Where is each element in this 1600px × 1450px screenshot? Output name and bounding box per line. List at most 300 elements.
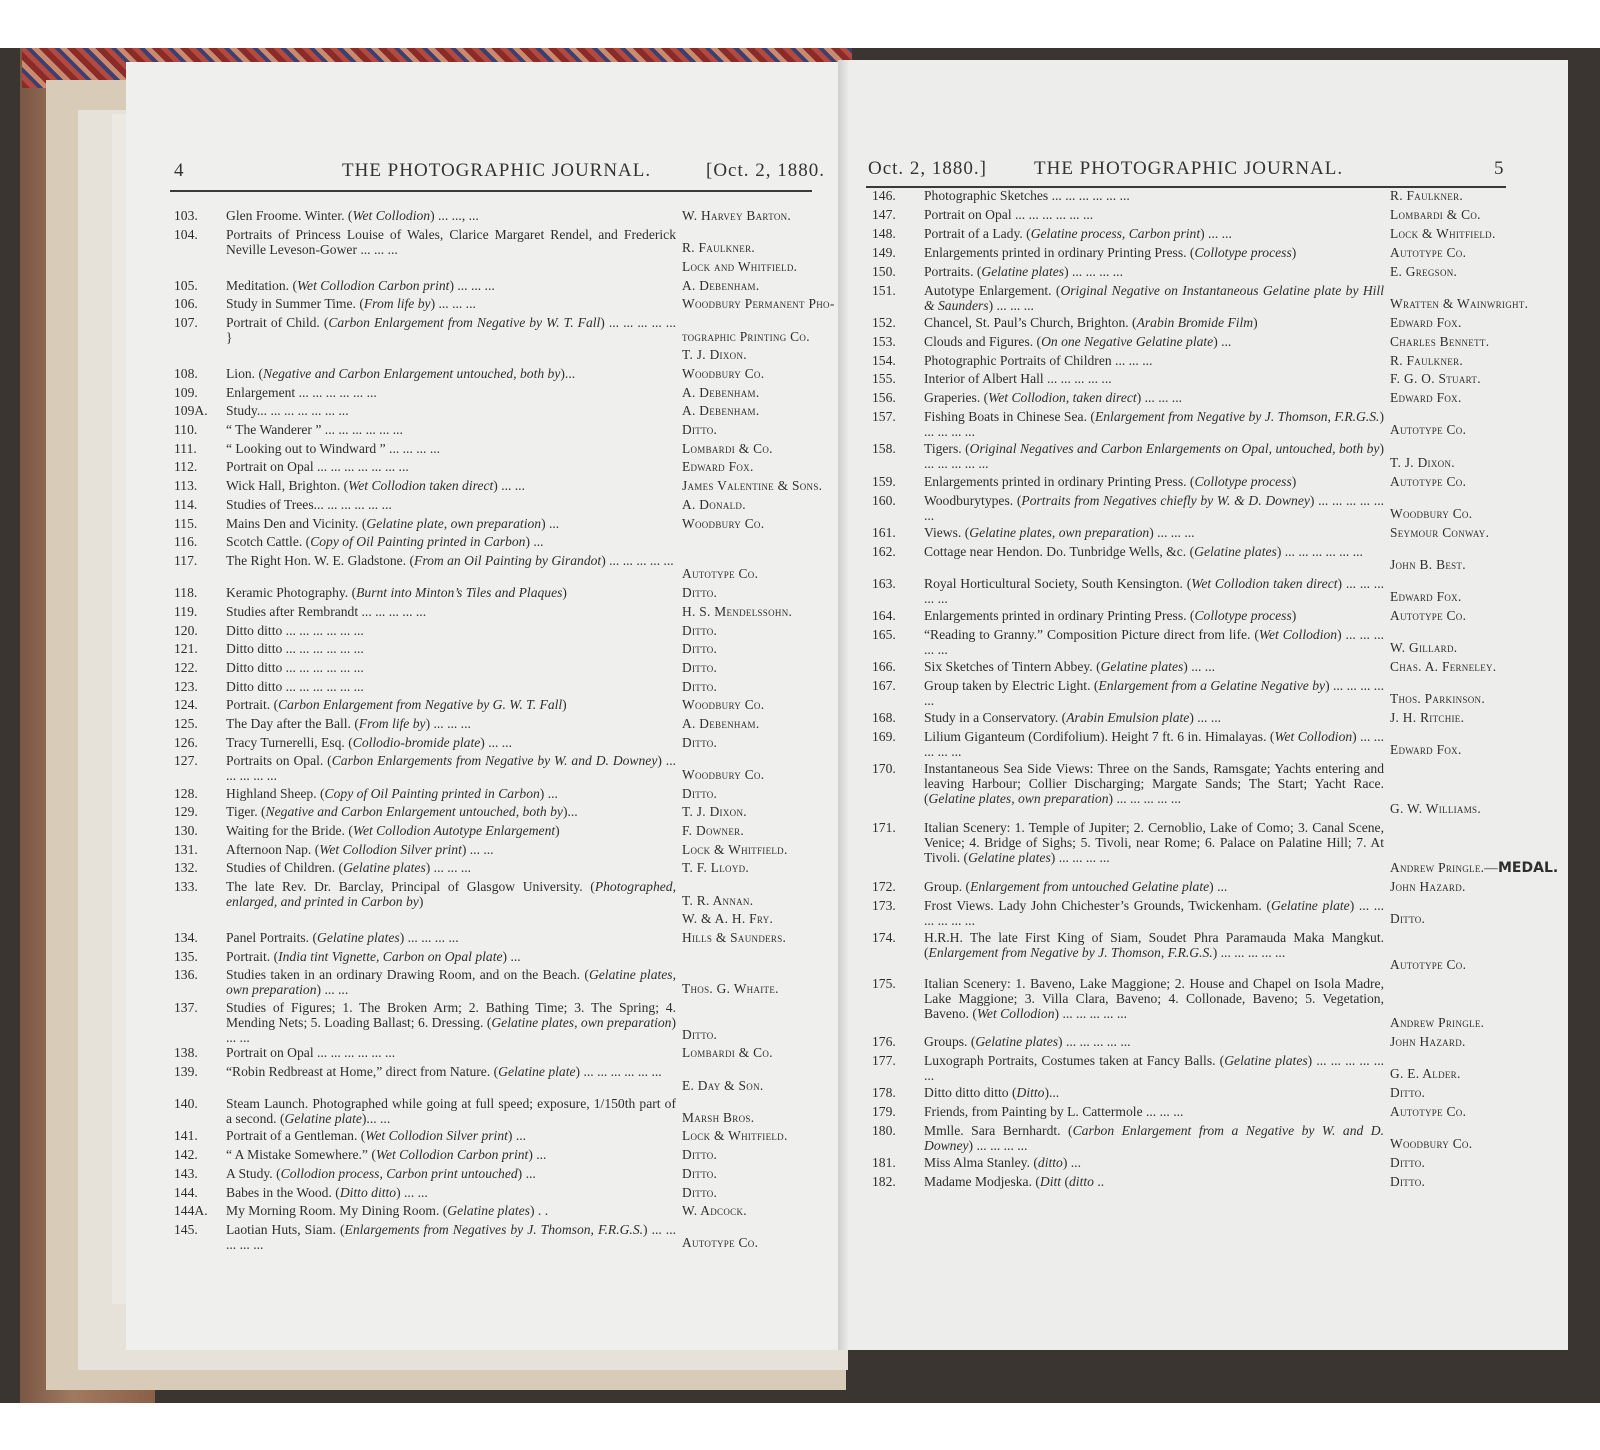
entry-description: “Robin Redbreast at Home,” direct from Nature. (Gelatine plate) ... ... ... ... ... ... <box>226 1064 662 1079</box>
entry-exhibitor: John B. Best. <box>1390 556 1466 572</box>
catalogue-entry <box>174 716 824 730</box>
entry-description: Groups. (Gelatine plates) ... ... ... ... ... <box>924 1034 1131 1050</box>
catalogue-entry <box>174 679 824 693</box>
entry-number: 154. <box>872 352 896 368</box>
entry-exhibitor: Woodbury Co. <box>682 697 765 713</box>
catalogue-entry <box>174 930 824 944</box>
entry-description: Frost Views. Lady John Chichester’s Grounds, Twickenham. (Gelatine plate) ... ... ... ... ... ... <box>924 897 1384 928</box>
catalogue-entry <box>174 804 824 818</box>
issue-date: [Oct. 2, 1880. <box>706 160 826 181</box>
catalogue-entry <box>872 264 1562 277</box>
catalogue-entry <box>872 930 1562 970</box>
entry-number: 181. <box>872 1155 896 1171</box>
entry-description: Panel Portraits. (Gelatine plates) ... ... ... ... <box>226 930 459 945</box>
catalogue-entry <box>174 1185 824 1199</box>
entry-description: Studies of Figures; 1. The Broken Arm; 2. Bathing Time; 3. The Spring; 4. Mending Nets; 5. Loading Ballast; 6. Dressing. (Gelatine plates, own preparation) ... ... <box>226 999 676 1045</box>
entry-exhibitor: Ditto. <box>682 585 718 601</box>
catalogue-entry <box>872 1085 1562 1101</box>
catalogue-entry <box>174 226 824 257</box>
entry-number: 132. <box>174 860 198 876</box>
entry-number: 167. <box>872 678 896 693</box>
entry-number: 172. <box>872 878 896 894</box>
entry-exhibitor: T. J. Dixon. <box>1390 454 1455 470</box>
entry-number: 141. <box>174 1128 198 1144</box>
entry-description: Meditation. (Wet Collodion Carbon print) ... ... ... <box>226 277 495 293</box>
entry-number: 179. <box>872 1104 896 1120</box>
catalogue-entry <box>174 1221 824 1252</box>
entry-number: 126. <box>174 734 198 750</box>
entry-exhibitor: Autotype Co. <box>1390 1104 1467 1120</box>
catalogue-entry <box>872 207 1562 220</box>
entry-exhibitor: Edward Fox. <box>1390 742 1462 758</box>
entry-description: Portrait of a Gentleman. (Wet Collodion Silver print) ... <box>226 1128 527 1144</box>
entry-number: 176. <box>872 1034 896 1050</box>
entry-number: 149. <box>872 244 896 260</box>
entry-exhibitor: E. Day & Son. <box>682 1077 764 1093</box>
catalogue-entry <box>872 575 1562 606</box>
entry-number: 128. <box>174 785 198 801</box>
catalogue-entry <box>174 641 824 655</box>
entry-number: 129. <box>174 804 198 820</box>
entry-number: 146. <box>872 188 896 203</box>
entry-description: Photographic Sketches ... ... ... ... ... ... <box>924 188 1130 203</box>
entry-number: 110. <box>174 422 198 437</box>
entry-exhibitor: F. Downer. <box>682 823 745 838</box>
entry-description: H.R.H. The late First King of Siam, Soudet Phra Paramauda Maka Mangkut. (Enlargement from Negative by J. Thomson, F.R.G.S.) ... ... ... ... ... <box>924 930 1384 960</box>
entry-exhibitor: A. Donald. <box>682 496 746 512</box>
entry-description: Chancel, St. Paul’s Church, Brighton. (Arabin Bromide Film) <box>924 314 1258 330</box>
catalogue-entry <box>872 1104 1562 1120</box>
entry-exhibitor: Ditto. <box>682 641 718 657</box>
entry-description: Portrait. (India tint Vignette, Carbon on Opal plate) ... <box>226 948 521 964</box>
entry-description: Autotype Enlargement. (Original Negative on Instantaneous Gelatine plate by Hill & Saunders) ... ... ... <box>924 282 1384 313</box>
entry-number: 133. <box>174 879 198 895</box>
catalogue-entry <box>174 786 824 800</box>
entry-exhibitor: R. Faulkner. <box>1390 352 1464 368</box>
entry-description: Ditto ditto ditto (Ditto)... <box>924 1085 1060 1101</box>
entry-exhibitor: A. Debenham. <box>682 403 760 419</box>
entry-exhibitor: Wratten & Wainwright. <box>1390 295 1529 311</box>
catalogue-entry <box>174 403 824 417</box>
entry-number: 173. <box>872 897 896 913</box>
entry-exhibitor: Lombardi & Co. <box>1390 206 1481 222</box>
entry-exhibitor: Hills & Saunders. <box>682 930 787 945</box>
entry-number: 125. <box>174 716 198 731</box>
entry-description: Ditto ditto ... ... ... ... ... ... <box>226 641 364 657</box>
entry-exhibitor: A. Debenham. <box>682 277 760 293</box>
catalogue-entry <box>174 697 824 711</box>
entry-number: 165. <box>872 626 896 642</box>
entry-number: 113. <box>174 478 198 494</box>
entry-number: 139. <box>174 1064 198 1079</box>
entry-description: Study in a Conservatory. (Arabin Emulsion plate) ... ... <box>924 710 1222 726</box>
entry-description: Portraits. (Gelatine plates) ... ... ... ... <box>924 263 1123 279</box>
entry-description: Views. (Gelatine plates, own preparation) ... ... ... <box>924 524 1195 540</box>
entry-exhibitor: G. W. Williams. <box>1390 801 1481 817</box>
entry-exhibitor: Woodbury Co. <box>1390 1136 1473 1152</box>
entry-description: Laotian Huts, Siam. (Enlargements from Negatives by J. Thomson, F.R.G.S.) ... ... ... ... ... <box>226 1221 676 1252</box>
entry-exhibitor: T. J. Dixon. <box>682 347 747 363</box>
entry-number: 144. <box>174 1184 198 1200</box>
catalogue-entry <box>872 710 1562 726</box>
entry-exhibitor: Ditto. <box>1390 911 1426 927</box>
entry-description: Glen Froome. Winter. (Wet Collodion) ... ..., ... <box>226 208 479 223</box>
catalogue-entry <box>174 860 824 874</box>
catalogue-entry <box>174 1096 824 1127</box>
entry-exhibitor: Ditto. <box>682 785 718 801</box>
catalogue-entry <box>872 1034 1562 1050</box>
entry-number: 121. <box>174 641 198 657</box>
catalogue-entry <box>174 516 824 530</box>
entry-number: 155. <box>872 371 896 387</box>
catalogue-entry <box>174 660 824 674</box>
entry-exhibitor: Autotype Co. <box>682 1235 759 1251</box>
entry-number: 153. <box>872 333 896 349</box>
entry-description: Study in Summer Time. (From life by) ... ... ... <box>226 296 476 312</box>
entry-exhibitor: Autotype Co. <box>1390 608 1467 623</box>
entry-exhibitor: W. Adcock. <box>682 1203 747 1219</box>
entry-description: Italian Scenery: 1. Temple of Jupiter; 2. Cernoblio, Lake of Como; 3. Canal Scene, Venice; 4. Bridge of Sighs; 5. Tivoli, near Rome; 6. Palace on Palatine Hill; 7. At Tivoli. (Gelatine plates) ... ... ... ... <box>924 820 1384 866</box>
catalogue-entry <box>174 497 824 511</box>
entry-description: Cottage near Hendon. Do. Tunbridge Wells, &c. (Gelatine plates) ... ... ... ... ... ... <box>924 543 1363 559</box>
entry-number: 145. <box>174 1221 198 1237</box>
entry-description: Enlargements printed in ordinary Printing Press. (Collotype process) <box>924 244 1297 260</box>
entry-description: Portrait of Child. (Carbon Enlargement from Negative by W. T. Fall) ... ... ... ... ... } <box>226 315 676 345</box>
entry-number: 109. <box>174 384 198 400</box>
entry-number: 136. <box>174 967 198 983</box>
entry-exhibitor: John Hazard. <box>1390 878 1466 894</box>
entry-number: 122. <box>174 659 198 675</box>
catalogue-entry <box>872 626 1562 657</box>
entry-exhibitor: Lombardi & Co. <box>682 440 773 456</box>
entry-exhibitor: Autotype Co. <box>1390 422 1467 438</box>
entry-number: 143. <box>174 1165 198 1181</box>
entry-description: Studies taken in an ordinary Drawing Room, and on the Beach. (Gelatine plates, own preparation) ... ... <box>226 967 676 998</box>
entry-number: 130. <box>174 823 198 838</box>
catalogue-entry <box>174 347 824 361</box>
entry-number: 131. <box>174 841 198 857</box>
entry-description: Studies after Rembrandt ... ... ... ... ... <box>226 603 427 619</box>
entry-exhibitor: R. Faulkner. <box>1390 188 1464 203</box>
entry-description: Ditto ditto ... ... ... ... ... ... <box>226 659 364 675</box>
page-number: 5 <box>1494 158 1505 179</box>
entry-number: 137. <box>174 999 198 1015</box>
entry-exhibitor: Woodbury Permanent Pho- <box>682 296 835 312</box>
entry-description: Tracy Turnerelli, Esq. (Collodio-bromide plate) ... ... <box>226 734 512 750</box>
entry-exhibitor: Ditto. <box>1390 1155 1426 1171</box>
entry-number: 134. <box>174 930 198 945</box>
entry-exhibitor: Autotype Co. <box>1390 244 1467 260</box>
entry-number: 135. <box>174 948 198 964</box>
entry-number: 170. <box>872 761 896 777</box>
entry-description: Friends, from Painting by L. Cattermole ... ... ... <box>924 1104 1184 1120</box>
right-page <box>848 60 1568 1350</box>
entry-exhibitor: T. J. Dixon. <box>682 804 747 820</box>
page-number: 4 <box>174 160 185 181</box>
entry-number: 171. <box>872 820 896 836</box>
entry-exhibitor: Andrew Pringle. <box>1390 1015 1485 1031</box>
entry-number: 159. <box>872 473 896 489</box>
entry-description: “ The Wanderer ” ... ... ... ... ... ... <box>226 422 403 437</box>
entry-exhibitor: Ditto. <box>1390 1174 1426 1190</box>
entry-exhibitor: Lock & Whitfield. <box>1390 225 1496 241</box>
entry-number: 118. <box>174 585 198 601</box>
entry-exhibitor: Ditto. <box>682 1147 718 1163</box>
entry-exhibitor: Ditto. <box>682 678 718 694</box>
entry-exhibitor: Edward Fox. <box>1390 589 1462 605</box>
entry-number: 120. <box>174 622 198 638</box>
entry-exhibitor: Lock & Whitfield. <box>682 1128 788 1144</box>
entry-description: Ditto ditto ... ... ... ... ... ... <box>226 678 364 694</box>
entry-exhibitor: Ditto. <box>682 734 718 750</box>
entry-number: 105. <box>174 277 198 293</box>
entry-description: Instantaneous Sea Side Views: Three on the Sands, Ramsgate; Yachts entering and leaving Harbour; Collier Discharging; Margate Sands; The Start; Yacht Race. (Gelatine plates, own preparation) ... ... ... ... ... <box>924 761 1384 807</box>
catalogue-entry <box>872 897 1562 928</box>
entry-number: 142. <box>174 1147 198 1163</box>
entry-number: 116. <box>174 534 198 550</box>
entry-number: 103. <box>174 208 198 223</box>
catalogue-entry <box>174 385 824 399</box>
entry-number: 144A. <box>174 1203 208 1219</box>
entry-description: “ Looking out to Windward ” ... ... ... ... <box>226 440 441 456</box>
catalogue-entry <box>174 553 824 580</box>
entry-exhibitor: Ditto. <box>682 1026 718 1042</box>
entry-description: Scotch Cattle. (Copy of Oil Painting printed in Carbon) ... <box>226 534 544 550</box>
entry-description: Babes in the Wood. (Ditto ditto) ... ... <box>226 1184 428 1200</box>
journal-title: THE PHOTOGRAPHIC JOURNAL. <box>1034 158 1344 179</box>
catalogue-entry <box>174 623 824 637</box>
entry-description: The Day after the Ball. (From life by) ... ... ... <box>226 716 471 731</box>
catalogue-entry <box>174 366 824 380</box>
entry-description: Portrait on Opal ... ... ... ... ... ... <box>924 206 1094 222</box>
catalogue-entry <box>174 278 824 292</box>
catalogue-entry <box>174 1064 824 1091</box>
entry-number: 138. <box>174 1045 198 1061</box>
entry-exhibitor: Ditto. <box>682 1165 718 1181</box>
entry-exhibitor: Edward Fox. <box>1390 314 1462 330</box>
entry-description: “ A Mistake Somewhere.” (Wet Collodion Carbon print) ... <box>226 1147 547 1163</box>
catalogue-entry <box>872 1123 1562 1154</box>
entry-number: 109A. <box>174 403 208 419</box>
catalogue-entry <box>174 208 824 222</box>
entry-description: Lilium Giganteum (Cordifolium). Height 7 ft. 6 in. Himalayas. (Wet Collodion) ... ... ... ... ... <box>924 729 1384 760</box>
header-rule <box>170 190 812 192</box>
entry-description: Portrait of a Lady. (Gelatine process, Carbon print) ... ... <box>924 225 1232 241</box>
entry-description: Interior of Albert Hall ... ... ... ... ... <box>924 371 1112 387</box>
entry-description: Luxograph Portraits, Costumes taken at Fancy Balls. (Gelatine plates) ... ... ... ... ... ... <box>924 1053 1384 1084</box>
entry-description: Six Sketches of Tintern Abbey. (Gelatine plates) ... ... <box>924 659 1215 675</box>
entry-description: Clouds and Figures. (On one Negative Gelatine plate) ... <box>924 333 1232 349</box>
entry-description: Keramic Photography. (Burnt into Minton’s Tiles and Plaques) <box>226 585 567 601</box>
entry-description: Wick Hall, Brighton. (Wet Collodion taken direct) ... ... <box>226 478 525 494</box>
entry-description: Graperies. (Wet Collodion, taken direct) ... ... ... <box>924 390 1182 406</box>
entry-description: Portrait on Opal ... ... ... ... ... ... ... <box>226 459 409 475</box>
entry-description: Woodburytypes. (Portraits from Negatives chiefly by W. & D. Downey) ... ... ... ... ... ... <box>924 492 1384 523</box>
catalogue-entry <box>174 604 824 618</box>
entry-exhibitor: R. Faulkner. <box>682 240 756 256</box>
entry-description: Italian Scenery: 1. Baveno, Lake Maggione; 2. House and Chapel on Isola Madre, Lake Maggione; 3. Villa Clara, Baveno; 4. Collonade, Baveno; 5. Vegetation, Baveno. (Wet Collodion) ... ... ... ... ... <box>924 975 1384 1021</box>
entry-exhibitor: Seymour Conway. <box>1390 524 1490 540</box>
entry-exhibitor: Lock and Whitfield. <box>682 258 798 274</box>
entry-exhibitor: Woodbury Co. <box>1390 505 1473 521</box>
entry-exhibitor: T. F. Lloyd. <box>682 860 750 876</box>
entry-number: 177. <box>872 1053 896 1069</box>
catalogue-entry <box>872 282 1562 313</box>
entry-description: Enlargements printed in ordinary Printing Press. (Collotype process) <box>924 608 1297 623</box>
entry-description: Tiger. (Negative and Carbon Enlargement untouched, both by)... <box>226 804 578 820</box>
entry-number: 182. <box>872 1174 896 1190</box>
entry-number: 163. <box>872 575 896 591</box>
entry-number: 147. <box>872 206 896 222</box>
catalogue-entry <box>872 353 1562 366</box>
entry-exhibitor: Charles Bennett. <box>1390 333 1490 349</box>
catalogue-entry <box>174 1166 824 1180</box>
catalogue-entry <box>174 949 824 963</box>
catalogue-entry <box>872 492 1562 523</box>
entry-exhibitor: A. Debenham. <box>682 716 760 731</box>
catalogue-entry <box>872 1155 1562 1171</box>
entry-number: 127. <box>174 753 198 769</box>
entry-exhibitor: Lombardi & Co. <box>682 1045 773 1061</box>
catalogue-entry <box>872 525 1562 538</box>
entry-number: 169. <box>872 729 896 745</box>
catalogue-entry <box>872 729 1562 760</box>
journal-title: THE PHOTOGRAPHIC JOURNAL. <box>342 160 652 181</box>
entry-number: 112. <box>174 459 198 475</box>
entry-exhibitor: Ditto. <box>1390 1085 1426 1101</box>
catalogue-entry <box>872 1174 1562 1190</box>
entry-number: 115. <box>174 515 198 531</box>
entry-description: “Reading to Granny.” Composition Picture direct from life. (Wet Collodion) ... ... ... ... ... <box>924 626 1384 657</box>
entry-description: Group. (Enlargement from untouched Gelatine plate) ... <box>924 878 1228 894</box>
entry-exhibitor: W. Gillard. <box>1390 640 1458 656</box>
entry-description: Group taken by Electric Light. (Enlargement from a Gelatine Negative by) ... ... ... ... ... <box>924 678 1384 708</box>
entry-description: The Right Hon. W. E. Gladstone. (From an Oil Painting by Girandot) ... ... ... ... ... <box>226 552 674 568</box>
catalogue-entry <box>872 245 1562 258</box>
entry-number: 178. <box>872 1085 896 1101</box>
entry-number: 119. <box>174 603 198 619</box>
entry-exhibitor: Ditto. <box>682 622 718 638</box>
entry-exhibitor: Autotype Co. <box>1390 956 1467 972</box>
catalogue-entry <box>174 999 824 1045</box>
catalogue-entry <box>174 534 824 548</box>
entry-description: Portrait on Opal ... ... ... ... ... ... <box>226 1045 396 1061</box>
catalogue-entry <box>174 967 824 998</box>
entry-description: Royal Horticultural Society, South Kensington. (Wet Collodion taken direct) ... ... ... ... ... <box>924 575 1385 606</box>
entry-number: 151. <box>872 282 896 298</box>
entry-number: 161. <box>872 524 896 540</box>
entry-number: 156. <box>872 390 896 406</box>
entry-description: Ditto ditto ... ... ... ... ... ... <box>226 622 364 638</box>
entry-exhibitor: Edward Fox. <box>682 459 754 475</box>
entry-exhibitor: Autotype Co. <box>682 566 759 582</box>
catalogue-entry <box>174 823 824 837</box>
catalogue-entry <box>872 371 1562 387</box>
entry-number: 114. <box>174 496 198 512</box>
catalogue-entry <box>872 474 1562 487</box>
catalogue-entry <box>872 315 1562 328</box>
entry-description: Fishing Boats in Chinese Sea. (Enlargement from Negative by J. Thomson, F.R.G.S.) ... ... ... ... <box>924 409 1384 440</box>
entry-description: Enlargements printed in ordinary Printing Press. (Collotype process) <box>924 473 1297 489</box>
entry-number: 158. <box>872 441 896 457</box>
entry-exhibitor: Thos. G. Whaite. <box>682 980 779 996</box>
entry-number: 166. <box>872 659 896 675</box>
catalogue-entry <box>872 820 1562 876</box>
entry-exhibitor: Woodbury Co. <box>682 365 765 381</box>
entry-exhibitor: Lock & Whitfield. <box>682 841 788 857</box>
entry-number: 174. <box>872 930 896 945</box>
entry-number: 180. <box>872 1123 896 1139</box>
entry-exhibitor: John Hazard. <box>1390 1034 1466 1050</box>
entry-number: 124. <box>174 697 198 713</box>
entry-exhibitor: G. E. Alder. <box>1390 1066 1461 1082</box>
entry-number: 140. <box>174 1096 198 1112</box>
entry-number: 160. <box>872 492 896 508</box>
entry-description: Steam Launch. Photographed while going at full speed; exposure, 1/150th part of a second. (Gelatine plate)... ... <box>226 1096 676 1127</box>
entry-exhibitor: A. Debenham. <box>682 384 760 400</box>
entry-description: Madame Modjeska. (Ditt (ditto .. <box>924 1174 1105 1190</box>
entry-description: Waiting for the Bride. (Wet Collodion Autotype Enlargement) <box>226 823 560 838</box>
entry-number: 164. <box>872 608 896 623</box>
entry-number: 123. <box>174 678 198 694</box>
catalogue-entry <box>872 441 1562 472</box>
entry-exhibitor: tographic Printing Co. <box>682 328 810 344</box>
entry-description: Mmlle. Sara Bernhardt. (Carbon Enlargement from a Negative by W. and D. Downey) ... ... ... ... <box>924 1123 1384 1154</box>
entry-number: 152. <box>872 314 896 330</box>
catalogue-entry <box>174 842 824 856</box>
entry-exhibitor: Chas. A. Ferneley. <box>1390 659 1497 675</box>
catalogue-entry <box>872 608 1562 621</box>
entry-exhibitor: Thos. Parkinson. <box>1390 691 1485 707</box>
entry-exhibitor: W. Harvey Barton. <box>682 208 792 223</box>
catalogue-entry <box>174 753 824 784</box>
left-page <box>126 62 844 1350</box>
entry-description: Lion. (Negative and Carbon Enlargement untouched, both by)... <box>226 365 576 381</box>
catalogue-entry <box>174 1128 824 1142</box>
catalogue-entry <box>174 259 824 273</box>
catalogue-entry <box>174 478 824 492</box>
entry-exhibitor: Ditto. <box>682 422 718 437</box>
catalogue-entry <box>872 1053 1562 1084</box>
catalogue-entry <box>174 1203 824 1217</box>
catalogue-entry <box>174 1147 824 1161</box>
catalogue-entry <box>174 879 824 910</box>
entry-number: 107. <box>174 315 198 330</box>
entry-description: Miss Alma Stanley. (ditto) ... <box>924 1155 1081 1171</box>
entry-number: 104. <box>174 226 198 242</box>
entry-number: 106. <box>174 296 198 312</box>
entry-description: Afternoon Nap. (Wet Collodion Silver print) ... ... <box>226 841 494 857</box>
catalogue-entry <box>872 659 1562 675</box>
entry-exhibitor: T. R. Annan. <box>682 892 754 908</box>
entry-number: 108. <box>174 365 198 381</box>
catalogue-entry <box>174 585 824 599</box>
catalogue-entry <box>872 390 1562 406</box>
entry-exhibitor: Edward Fox. <box>1390 390 1462 406</box>
entry-exhibitor: Ditto. <box>682 659 718 675</box>
catalogue-entry <box>872 544 1562 571</box>
entry-number: 150. <box>872 263 896 279</box>
entry-exhibitor: Woodbury Co. <box>682 515 765 531</box>
catalogue-entry <box>872 226 1562 239</box>
catalogue-entry <box>872 409 1562 440</box>
entry-description: My Morning Room. My Dining Room. (Gelatine plates) . . <box>226 1203 549 1219</box>
entry-exhibitor: Autotype Co. <box>1390 473 1467 489</box>
entry-number: 168. <box>872 710 896 726</box>
catalogue-entry <box>872 188 1562 201</box>
catalogue-entry <box>872 678 1562 708</box>
entry-exhibitor: J. H. Ritchie. <box>1390 710 1465 726</box>
